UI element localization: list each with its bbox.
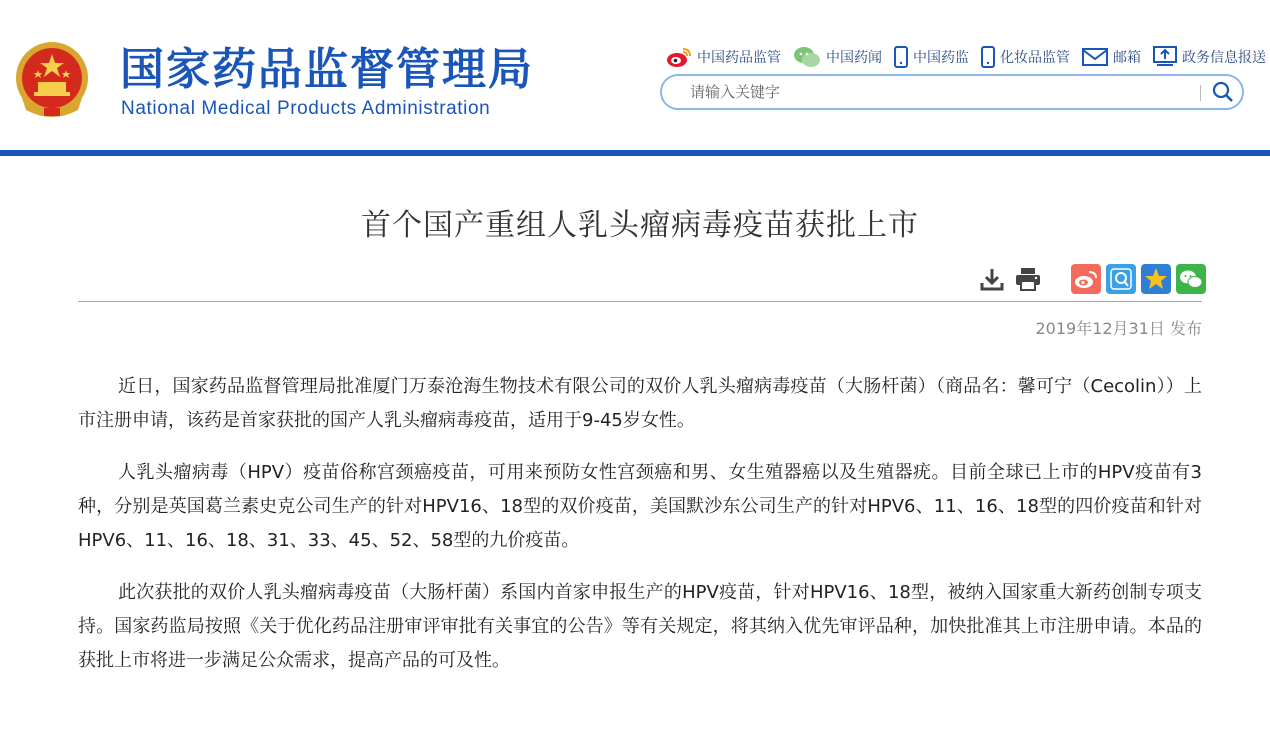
star-icon (1144, 267, 1168, 291)
link-report[interactable] (1153, 46, 1266, 68)
qq-icon (1110, 268, 1132, 290)
article-tools (978, 264, 1206, 294)
share-qzone-button[interactable] (1141, 264, 1171, 294)
print-icon (1015, 267, 1041, 291)
weibo-icon (1074, 269, 1098, 289)
link-label: 中国药闻 (826, 50, 882, 66)
share-weibo-button[interactable] (1071, 264, 1101, 294)
mobile-icon (981, 46, 995, 68)
link-label: 政务信息报送 (1182, 50, 1266, 66)
article-body (78, 370, 1202, 696)
article-paragraph: 人乳头瘤病毒（HPV）疫苗俗称宫颈癌疫苗，可用来预防女性宫颈癌和男、女生殖器癌以及生殖器疣。目前全球已上市的HPV疫苗有3种，分别是英国葛兰素史克公司生产的针对HPV16、18型的双价疫苗，美国默沙东公司生产的针对HPV6、11、16、18型的四价疫苗和针对HPV6、11、16、18、31、33、45、52、58型的九价疫苗。 (78, 462, 1202, 551)
top-links (654, 45, 1266, 69)
national-emblem-icon (14, 40, 90, 120)
article-paragraph: 此次获批的双价人乳头瘤病毒疫苗（大肠杆菌）系国内首家申报生产的HPV疫苗，针对HPV16、18型，被纳入国家重大新药创制专项支持。国家药监局按照《关于优化药品注册审评审批有关事宜的公告》等有关规定，将其纳入优先审评品种，加快批准其上市注册申请。本品的获批上市将进一步满足公众需求，提高产品的可及性。 (78, 582, 1202, 671)
print-button[interactable] (1014, 265, 1042, 293)
share-wechat-button[interactable] (1176, 264, 1206, 294)
link-label: 中国药品监管 (697, 50, 781, 66)
site-header (0, 0, 1270, 150)
site-subtitle: National Medical Products Administration (121, 98, 491, 119)
mobile-icon (894, 46, 908, 68)
link-label: 中国药监 (913, 50, 969, 66)
link-label: 化妆品监管 (1000, 50, 1070, 66)
search-box (660, 74, 1244, 110)
mail-icon (1082, 47, 1108, 67)
search-icon[interactable] (1210, 80, 1236, 104)
header-divider-bar (0, 150, 1270, 156)
link-weibo[interactable] (666, 46, 781, 68)
link-label: 邮箱 (1113, 50, 1141, 66)
download-button[interactable] (978, 265, 1006, 293)
article-title: 首个国产重组人乳头瘤病毒疫苗获批上市 (361, 208, 919, 243)
wechat-icon (793, 46, 821, 68)
link-mobile-cosmetics[interactable] (981, 46, 1070, 68)
share-qq-button[interactable] (1106, 264, 1136, 294)
search-divider (1200, 85, 1201, 101)
link-wechat[interactable] (793, 46, 882, 68)
search-input[interactable] (690, 81, 1190, 103)
site-title: 国家药品监督管理局 (120, 44, 534, 95)
download-icon (980, 267, 1004, 291)
article-divider (78, 301, 1202, 302)
wechat-icon (1179, 269, 1203, 289)
article-paragraph: 近日，国家药品监督管理局批准厦门万泰沧海生物技术有限公司的双价人乳头瘤病毒疫苗（大肠杆菌）（商品名：馨可宁（Cecolin））上市注册申请，该药是首家获批的国产人乳头瘤病毒疫苗，适用于9-45岁女性。 (78, 376, 1202, 431)
weibo-icon (666, 46, 692, 68)
link-mobile-nmpa[interactable] (894, 46, 969, 68)
publish-date: 2019年12月31日 发布 (1035, 319, 1202, 338)
monitor-upload-icon (1153, 46, 1177, 68)
link-mail[interactable] (1082, 47, 1141, 67)
